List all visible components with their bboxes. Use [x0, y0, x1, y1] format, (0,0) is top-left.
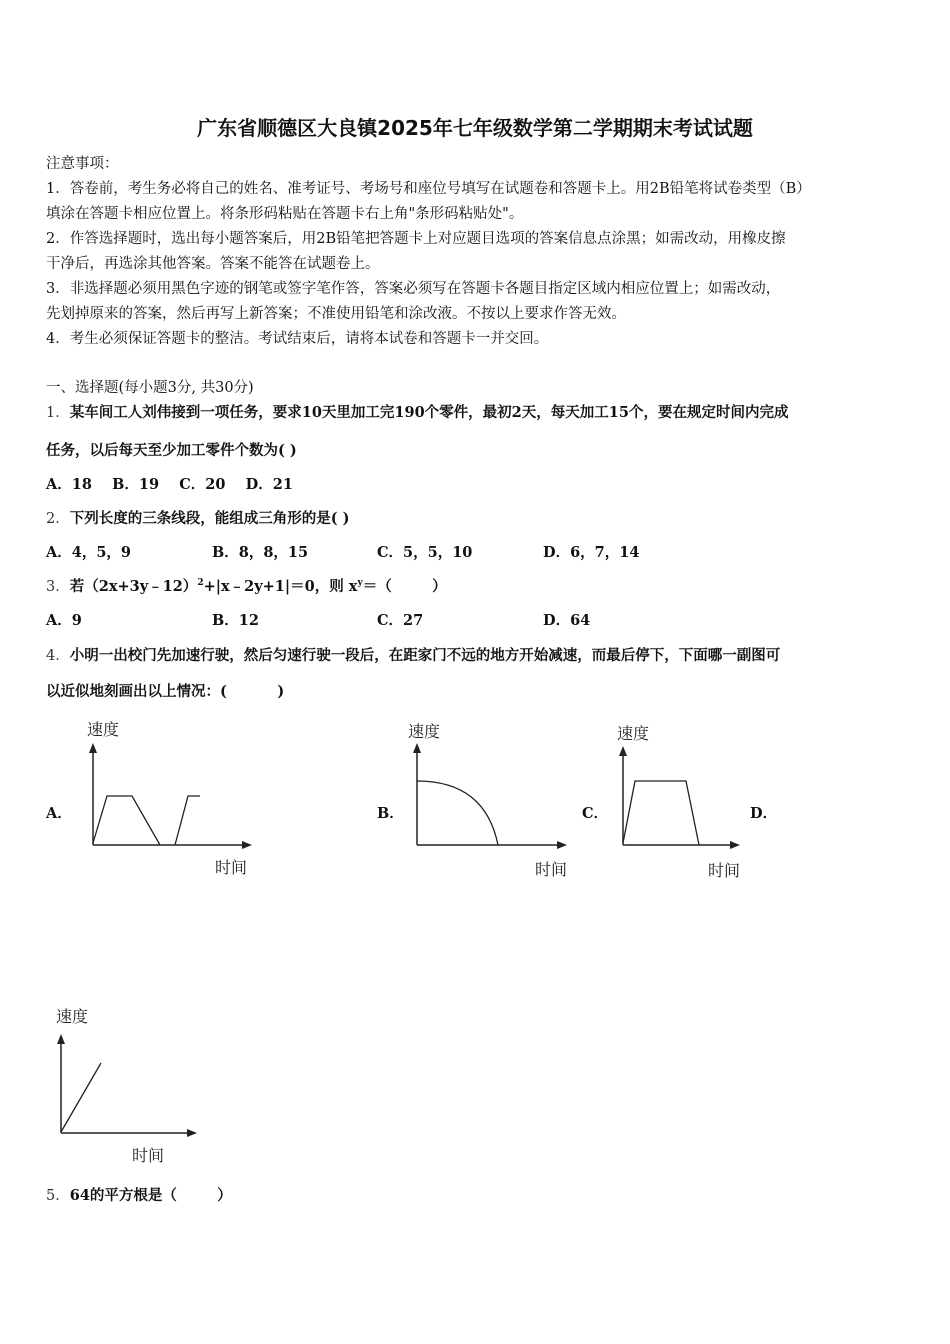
x-axis-label: 时间	[215, 858, 248, 877]
graph-a	[80, 715, 260, 889]
option-a: A．4，5，9	[46, 544, 132, 561]
y-axis-label: 速度	[56, 1007, 89, 1026]
speed-curve	[623, 781, 699, 845]
exponent: y	[357, 578, 363, 589]
graph-label-c: C．	[582, 805, 609, 822]
option-d: D．6，7，14	[543, 544, 640, 561]
question-text: 下列长度的三条线段，能组成三角形的是( )	[69, 510, 350, 527]
question-text: 某车间工人刘伟接到一项任务，要求10天里加工完190个零件，最初2天，每天加工15个，要在规定时间内完成	[69, 404, 789, 421]
question-text: 64的平方根是（ ）	[69, 1187, 232, 1204]
x-axis-arrow-icon	[187, 1129, 197, 1137]
exponent: 2	[197, 578, 204, 589]
notes-line-5: 3．非选择题必须用黑色字迹的钢笔或签字笔作答，答案必须写在答题卡各题目指定区域内相应位置上；如需改动，	[46, 281, 781, 297]
question-text-part-1: 若（2x+3y﹣12）	[69, 578, 198, 595]
option-c: C．27	[377, 612, 424, 629]
question-number: 1．	[46, 405, 70, 421]
notes-line-1: 1．答卷前，考生务必将自己的姓名、准考证号、考场号和座位号填写在试题卷和答题卡上。用2B铅笔将试卷类型（B）	[46, 181, 811, 197]
notes-line-3: 2．作答选择题时，选出每小题答案后，用2B铅笔把答题卡上对应题目选项的答案信息点涂黑；如需改动，用橡皮擦	[46, 231, 786, 247]
y-axis-arrow-icon	[413, 743, 421, 753]
question-4-line-2: 以近似地刻画出以上情况：( )	[46, 683, 285, 700]
speed-curve	[93, 796, 160, 845]
x-axis-label: 时间	[708, 861, 741, 880]
question-1	[46, 401, 788, 422]
x-axis-arrow-icon	[242, 841, 252, 849]
page-title: 广东省顺德区大良镇2025年七年级数学第二学期期末考试试题	[197, 116, 753, 140]
question-number: 2．	[46, 511, 70, 527]
question-number: 5．	[46, 1188, 70, 1204]
question-1-options: A．18 B．19 C．20 D．21	[46, 476, 293, 493]
speed-curve	[61, 1063, 101, 1132]
option-a: A．9	[46, 612, 82, 629]
y-axis-arrow-icon	[57, 1034, 65, 1044]
notes-line-2: 填涂在答题卡相应位置上。将条形码粘贴在答题卡右上角"条形码粘贴处"。	[46, 206, 524, 222]
y-axis-arrow-icon	[619, 746, 627, 756]
y-axis-label: 速度	[408, 722, 441, 741]
question-text-part-2: +|x﹣2y+1|＝0，则 x	[203, 578, 358, 595]
graph-label-d: D．	[750, 805, 778, 822]
x-axis-arrow-icon	[557, 841, 567, 849]
speed-curve	[417, 781, 498, 845]
speed-curve-2	[175, 796, 200, 845]
notes-line-6: 先划掉原来的答案，然后再写上新答案；不准使用铅笔和涂改液。不按以上要求作答无效。	[46, 306, 626, 322]
y-axis-label: 速度	[617, 724, 650, 743]
graph-label-b: B．	[377, 805, 404, 822]
notes-heading: 注意事项：	[46, 156, 119, 172]
y-axis-arrow-icon	[89, 743, 97, 753]
graph-d	[50, 1000, 230, 1174]
notes-line-4: 干净后，再选涂其他答案。答案不能答在试题卷上。	[46, 256, 380, 272]
option-c: C．5，5，10	[377, 544, 473, 561]
question-2	[46, 507, 350, 528]
option-b: B．8，8，15	[212, 544, 309, 561]
notes-line-7: 4．考生必须保证答题卡的整洁。考试结束后，请将本试卷和答题卡一并交回。	[46, 331, 549, 347]
option-d: D．64	[543, 612, 591, 629]
option-b: B．12	[212, 612, 259, 629]
graph-b	[400, 715, 580, 889]
graph-label-a: A．	[46, 805, 72, 822]
question-number: 3．	[46, 579, 70, 595]
x-axis-label: 时间	[535, 860, 568, 879]
section-heading: 一、选择题(每小题3分, 共30分)	[46, 380, 254, 396]
y-axis-label: 速度	[87, 720, 120, 739]
x-axis-arrow-icon	[730, 841, 740, 849]
question-number: 4．	[46, 648, 70, 664]
graph-c	[610, 715, 750, 889]
question-3	[46, 575, 447, 596]
question-4	[46, 644, 780, 665]
question-text: 小明一出校门先加速行驶，然后匀速行驶一段后，在距家门不远的地方开始减速，而最后停下，下面哪一副图可	[69, 647, 781, 664]
x-axis-label: 时间	[132, 1146, 165, 1165]
question-text-part-3: ＝（ ）	[362, 578, 447, 595]
question-5	[46, 1184, 232, 1205]
question-1-line-2: 任务，以后每天至少加工零件个数为( )	[46, 442, 297, 459]
